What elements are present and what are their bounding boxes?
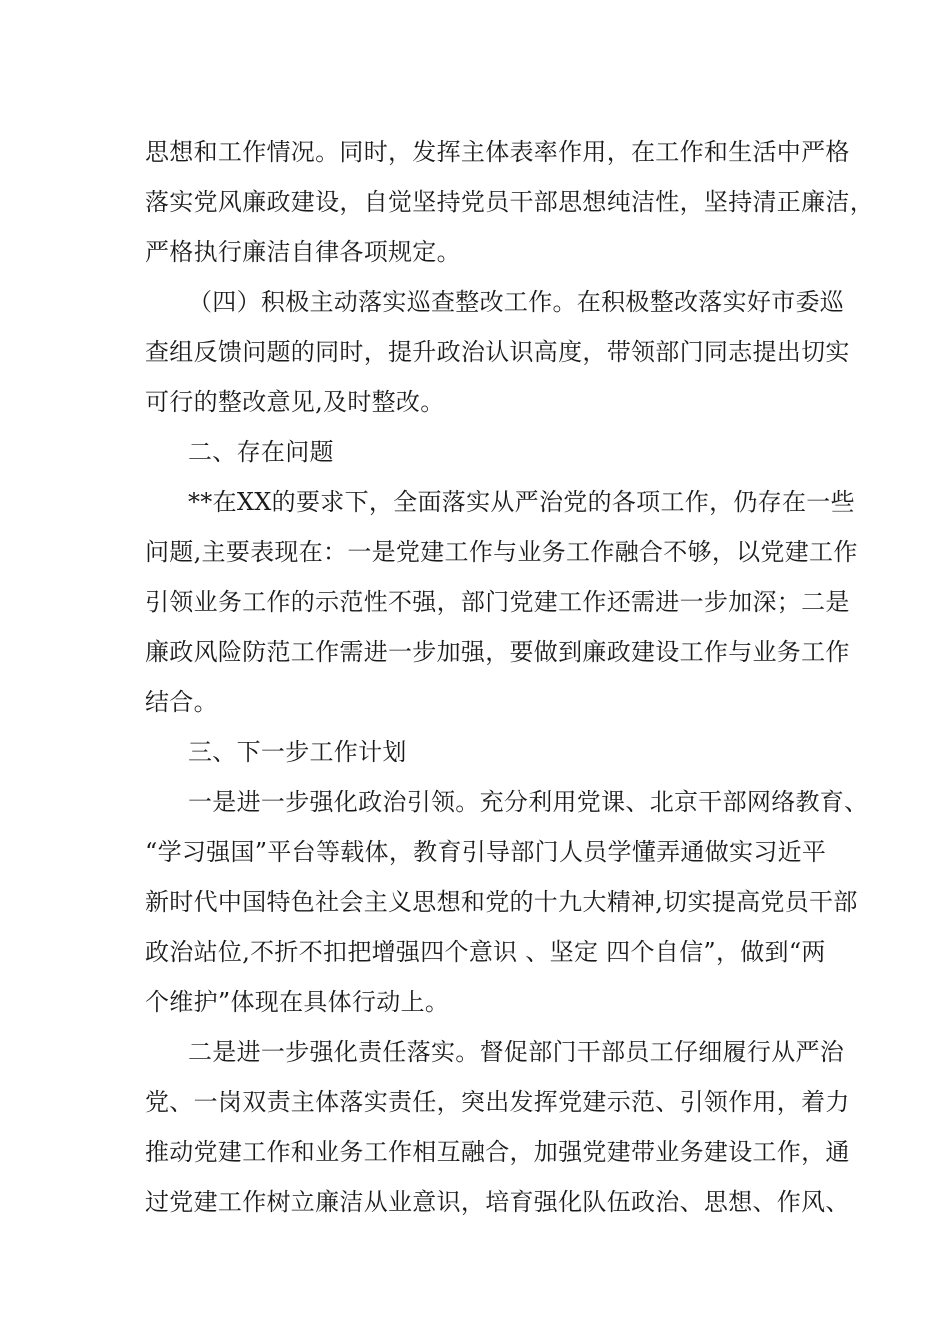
section-heading-next-steps: 三、下一步工作计划 — [188, 738, 407, 766]
text-line: 推动党建工作和业务工作相互融合，加强党建带业务建设工作，通 — [145, 1138, 850, 1166]
section-heading-problems: 二、存在问题 — [188, 438, 334, 466]
paragraph-start-line: 一是进一步强化政治引领。充分利用党课、北京干部网络教育、 — [188, 788, 869, 816]
text-line: 严格执行廉洁自律各项规定。 — [145, 238, 461, 266]
paragraph-start-line: 二是进一步强化责任落实。督促部门干部员工仔细履行从严治 — [188, 1038, 845, 1066]
paragraph-start-line: （四）积极主动落实巡查整改工作。在积极整改落实好市委巡 — [188, 288, 845, 316]
text-line: 思想和工作情况。同时，发挥主体表率作用，在工作和生活中严格 — [145, 138, 850, 166]
text-line: 个维护”体现在具体行动上。 — [145, 988, 450, 1016]
text-line: 过党建工作树立廉洁从业意识，培育强化队伍政治、思想、作风、 — [145, 1188, 850, 1216]
text-line: 引领业务工作的示范性不强，部门党建工作还需进一步加深；二是 — [145, 588, 850, 616]
text-line: “学习强国”平台等载体，教育引导部门人员学懂弄通做实习近平 — [145, 838, 827, 866]
paragraph-start-line: **在XX的要求下，全面落实从严治党的各项工作，仍存在一些 — [188, 488, 855, 516]
text-line: 党、一岗双责主体落实责任，突出发挥党建示范、引领作用，着力 — [145, 1088, 850, 1116]
text-line: 问题,主要表现在：一是党建工作与业务工作融合不够，以党建工作 — [145, 538, 858, 566]
text-line: 新时代中国特色社会主义思想和党的十九大精神,切实提高党员干部 — [145, 888, 858, 916]
text-line: 落实党风廉政建设，自觉坚持党员干部思想纯洁性，坚持清正廉洁， — [145, 188, 874, 216]
text-line: 结合。 — [145, 688, 218, 716]
text-line: 廉政风险防范工作需进一步加强，要做到廉政建设工作与业务工作 — [145, 638, 850, 666]
text-line: 可行的整改意见,及时整改。 — [145, 388, 445, 416]
text-line: 政治站位,不折不扣把增强四个意识 、坚定 四个自信”，做到“两 — [145, 938, 826, 966]
text-line: 查组反馈问题的同时，提升政治认识高度，带领部门同志提出切实 — [145, 338, 850, 366]
